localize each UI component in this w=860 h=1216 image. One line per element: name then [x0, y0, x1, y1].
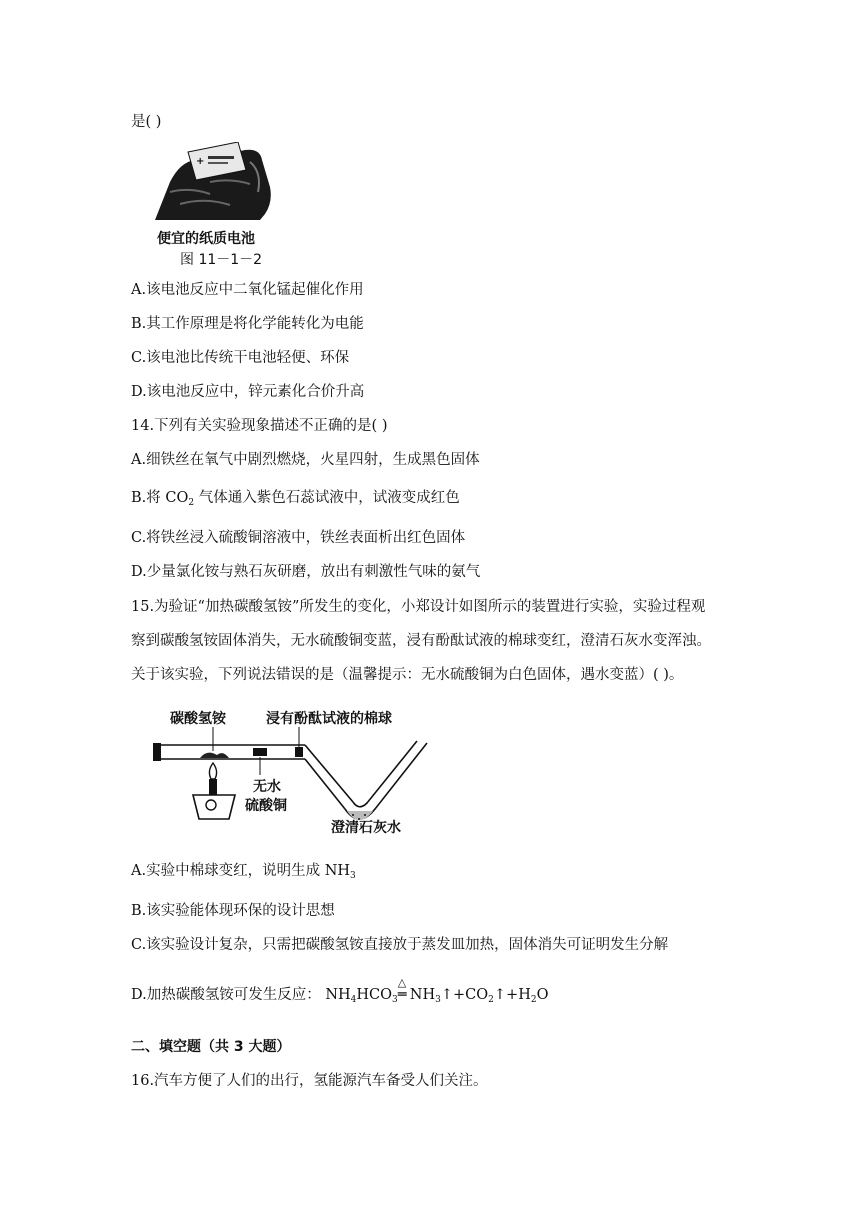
section-heading: 二、填空题（共 3 大题）	[131, 1039, 291, 1055]
figure-caption-title: 便宜的纸质电池	[157, 231, 255, 247]
figure-caption-number: 图 11－1－2	[180, 252, 263, 268]
q15-option-d: D.加热碳酸氢铵可发生反应： $NH_4HCO_3$ △ ═ $NH_3↑+CO_2↑+H_2O$	[131, 976, 549, 1005]
q15-option-b: B.该实验能体现环保的设计思想	[131, 903, 335, 919]
q15-option-c: C.该实验设计复杂，只需把碳酸氢铵直接放于蒸发皿加热，固体消失可证明发生分解	[131, 937, 669, 953]
label-limewater: 澄清石灰水	[331, 820, 401, 836]
gas-arrow-icon: ↑	[493, 987, 507, 1003]
q14-option-d: D.少量氯化铵与熟石灰研磨，放出有刺激性气味的氨气	[131, 564, 481, 580]
label-copper-sulfate: 硫酸铜	[245, 798, 287, 814]
gas-arrow-icon: ↑	[440, 987, 454, 1003]
q15-stem-line2: 察到碳酸氢铵固体消失，无水硫酸铜变蓝，浸有酚酞试液的棉球变红，澄清石灰水变浑浊。	[131, 633, 711, 649]
q13-option-d: D.该电池反应中，锌元素化合价升高	[131, 384, 365, 400]
q16-stem: 16.汽车方便了人们的出行，氢能源汽车备受人们关注。	[131, 1073, 488, 1089]
q15-option-a: A.实验中棉球变红，说明生成 $NH_3$	[131, 863, 356, 881]
q15-stem-line1: 15.为验证“加热碳酸氢铵”所发生的变化，小郑设计如图所示的装置进行实验，实验过程观	[131, 599, 706, 615]
q14-option-c: C.将铁丝浸入硫酸铜溶液中，铁丝表面析出红色固体	[131, 530, 466, 546]
heat-equals-sign: △ ═	[397, 976, 407, 1003]
label-ammonium-bicarbonate: 碳酸氢铵	[170, 711, 226, 727]
svg-text:+: +	[196, 156, 205, 167]
q14-stem: 14.下列有关实验现象描述不正确的是( )	[131, 418, 388, 434]
q13-stem-tail: 是( )	[131, 114, 162, 130]
hand-holding-battery-image	[150, 142, 275, 222]
equation: $NH_4HCO_3$ △ ═ $NH_3↑+CO_2↑+H_2O$	[325, 976, 549, 1005]
q14-option-b: B.将 $CO_2$ 气体通入紫色石蕊试液中，试液变成红色	[131, 490, 460, 508]
q13-option-c: C.该电池比传统干电池轻便、环保	[131, 350, 350, 366]
q15-stem-line3: 关于该实验，下列说法错误的是（温馨提示：无水硫酸铜为白色固体，遇水变蓝）( )。	[131, 667, 684, 683]
label-phenolphthalein-cotton: 浸有酚酞试液的棉球	[266, 711, 392, 727]
q14-option-a: A.细铁丝在氧气中剧烈燃烧，火星四射，生成黑色固体	[131, 452, 480, 468]
label-anhydrous: 无水	[253, 779, 281, 795]
paper-battery-figure	[150, 142, 275, 222]
q13-option-b: B.其工作原理是将化学能转化为电能	[131, 316, 364, 332]
q13-option-a: A.该电池反应中二氧化锰起催化作用	[131, 282, 364, 298]
